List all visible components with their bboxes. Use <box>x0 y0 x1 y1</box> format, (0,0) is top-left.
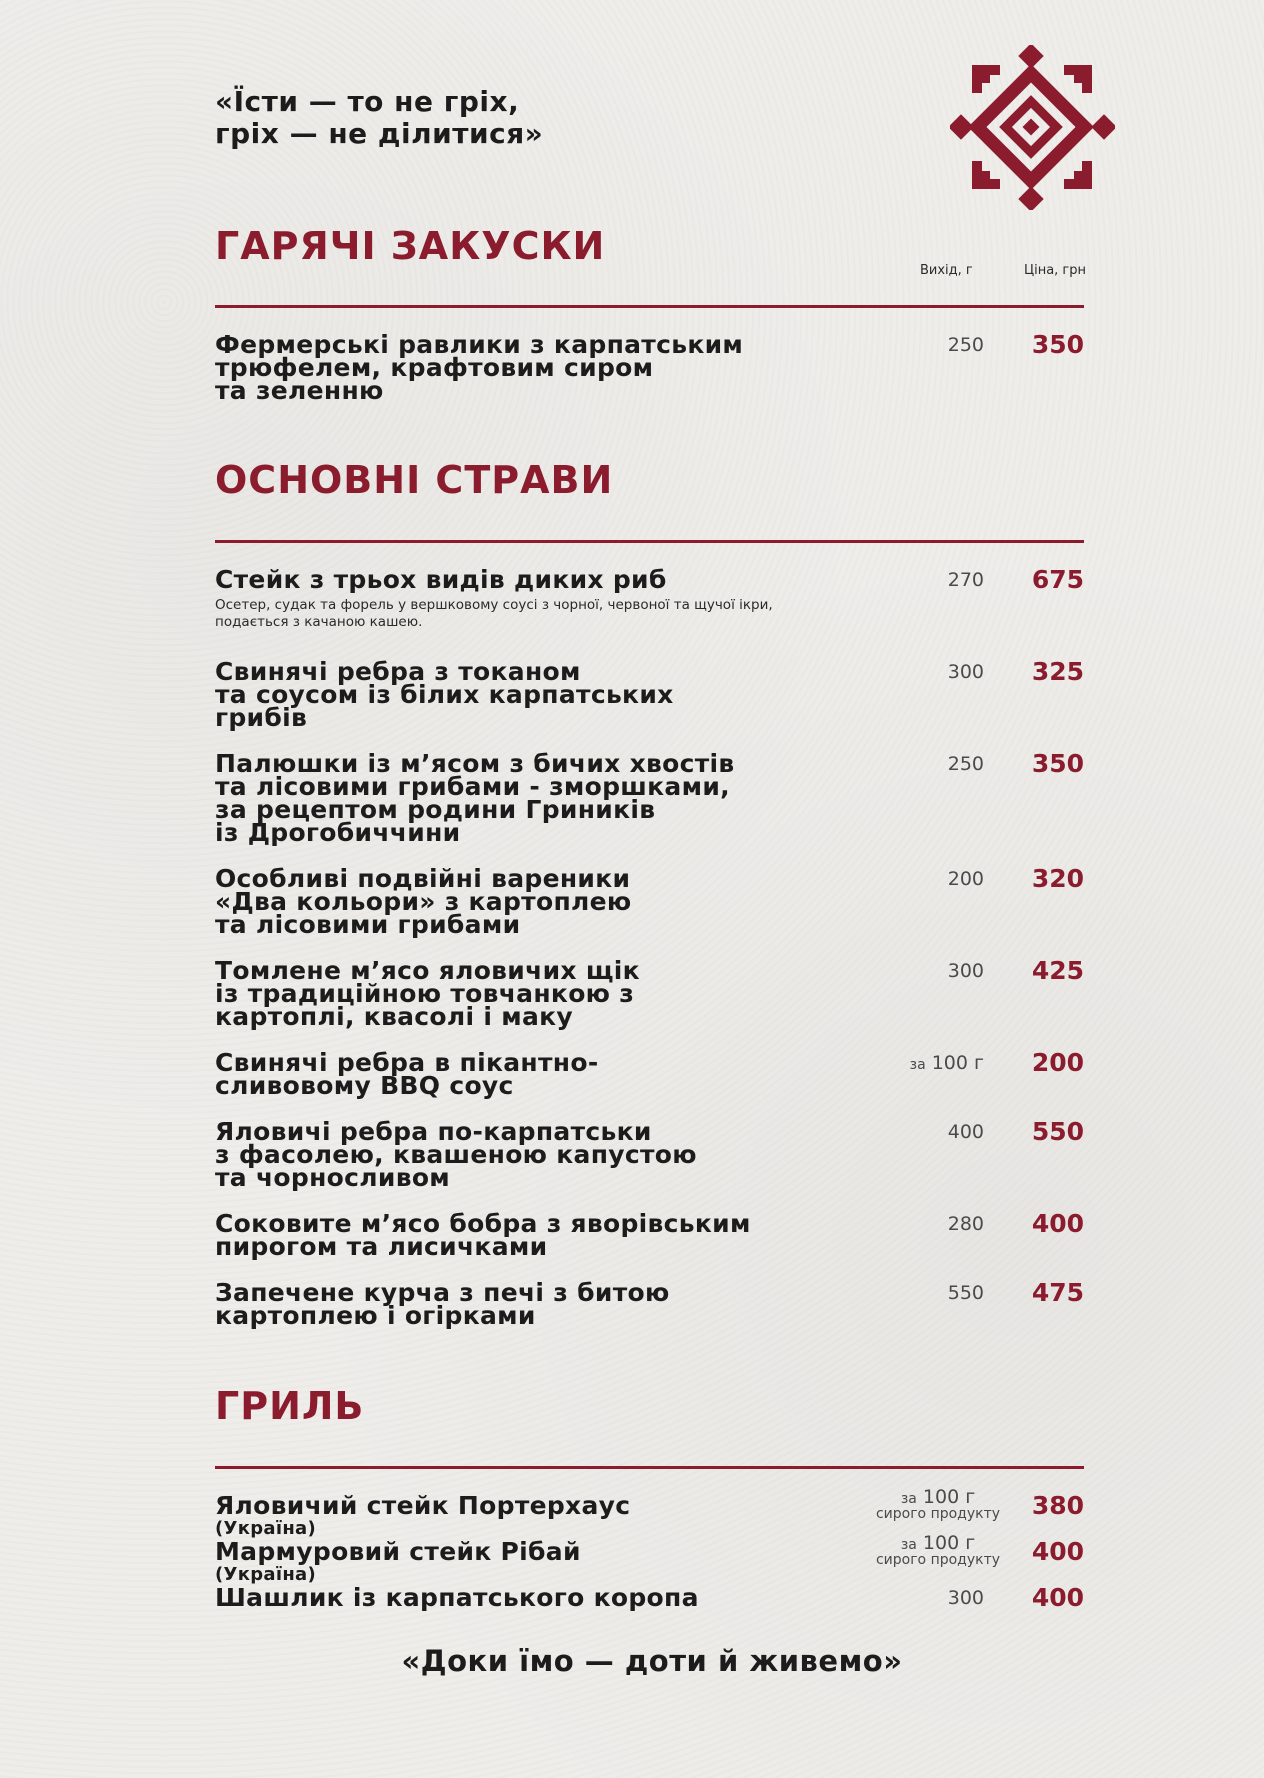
item-name: Особливі подвійні вареники «Два кольори» з картоплею та лісовими грибами <box>215 864 632 939</box>
item-weight-prefix: за <box>900 1491 917 1507</box>
section-title-hot: ГАРЯЧІ ЗАКУСКИ <box>215 224 606 268</box>
item-price: 200 <box>1031 1048 1084 1077</box>
item-name: Шашлик із карпатського коропа <box>215 1583 699 1612</box>
item-name: Свинячі ребра в пікантно- сливовому BBQ соус <box>215 1048 599 1100</box>
item-price: 675 <box>1031 565 1084 594</box>
item-weight: 250 <box>947 753 984 775</box>
menu-item <box>215 1532 1084 1586</box>
item-price: 400 <box>1031 1583 1084 1612</box>
item-price: 350 <box>1031 749 1084 778</box>
item-origin: (Україна) <box>215 1518 317 1539</box>
item-weight <box>868 1534 1008 1567</box>
item-weight-prefix: за <box>909 1057 926 1073</box>
item-weight <box>864 1051 984 1077</box>
item-weight-value: 100 г <box>922 1532 976 1554</box>
section-title-main: ОСНОВНІ СТРАВИ <box>215 458 614 502</box>
item-price: 325 <box>1031 657 1084 686</box>
item-price: 350 <box>1031 330 1084 359</box>
item-description: Осетер, судак та форель у вершковому соусі з чорної, червоної та щучої ікри, подається з качаною кашею. <box>215 597 773 630</box>
menu-item <box>215 565 1084 631</box>
item-name <box>215 1491 875 1540</box>
item-price: 380 <box>1031 1491 1084 1520</box>
menu-item <box>215 749 1084 847</box>
column-header-price: Ціна, грн <box>1024 263 1087 278</box>
menu-item <box>215 956 1084 1031</box>
section-divider <box>215 1466 1084 1469</box>
item-weight: 300 <box>947 1587 984 1609</box>
item-price: 320 <box>1031 864 1084 893</box>
item-name-text: Яловичий стейк Портерхаус <box>215 1491 631 1520</box>
item-name: Соковите м’ясо бобра з яворівським пирогом та лисичками <box>215 1209 751 1261</box>
item-weight: 550 <box>947 1282 984 1304</box>
item-weight-value: 100 г <box>922 1486 976 1508</box>
item-weight: 250 <box>947 334 984 356</box>
item-weight: 400 <box>947 1121 984 1143</box>
item-price: 475 <box>1031 1278 1084 1307</box>
menu-item <box>215 657 1084 732</box>
item-name: Стейк з трьох видів диких риб <box>215 565 667 594</box>
menu-item <box>215 1583 1084 1612</box>
item-name: Палюшки із м’ясом з бичих хвостів та лісовими грибами - зморшками, за рецептом родини Гриників із Дрогобиччини <box>215 749 735 847</box>
item-weight <box>868 1488 1008 1521</box>
header-quote <box>215 86 543 150</box>
item-weight-value: 100 г <box>931 1052 984 1074</box>
item-name: Запечене курча з печі з битою картоплею і огірками <box>215 1278 670 1330</box>
menu-item <box>215 1117 1084 1192</box>
section-divider <box>215 305 1084 308</box>
menu-item <box>215 1278 1084 1330</box>
item-weight: 300 <box>947 661 984 683</box>
section-divider <box>215 540 1084 543</box>
item-price: 550 <box>1031 1117 1084 1146</box>
item-name: Свинячі ребра з токаном та соусом із білих карпатських грибів <box>215 657 674 732</box>
section-title-grill: ГРИЛЬ <box>215 1384 365 1428</box>
item-weight-prefix: за <box>900 1537 917 1553</box>
item-name: Томлене м’ясо яловичих щік із традиційною товчанкою з картоплі, квасолі і маку <box>215 956 640 1031</box>
menu-item <box>215 330 1084 405</box>
menu-item <box>215 1048 1084 1100</box>
item-price: 400 <box>1031 1537 1084 1566</box>
item-name: Фермерські равлики з карпатським трюфелем, крафтовим сиром та зеленню <box>215 330 744 405</box>
item-price: 425 <box>1031 956 1084 985</box>
item-weight: 200 <box>947 868 984 890</box>
item-name-text: Мармуровий стейк Рібай <box>215 1537 581 1566</box>
item-weight-note: сирого продукту <box>875 1506 1001 1522</box>
item-name <box>215 1537 875 1586</box>
item-weight-note: сирого продукту <box>875 1552 1001 1568</box>
item-weight: 280 <box>947 1213 984 1235</box>
footer-quote: «Доки їмо — доти й живемо» <box>401 1644 903 1678</box>
menu-item <box>215 1209 1084 1261</box>
item-weight: 300 <box>947 960 984 982</box>
item-name: Яловичі ребра по-карпатськи з фасолею, квашеною капустою та чорносливом <box>215 1117 697 1192</box>
item-weight: 270 <box>947 569 984 591</box>
header-quote-line-2: гріх — не ділитися» <box>215 117 544 150</box>
ornament-logo-icon <box>950 45 1115 210</box>
column-header-weight: Вихід, г <box>920 263 973 278</box>
item-price: 400 <box>1031 1209 1084 1238</box>
header-quote-line-1: «Їсти — то не гріх, <box>215 85 520 118</box>
item-origin: (Україна) <box>215 1564 317 1585</box>
menu-item <box>215 864 1084 939</box>
